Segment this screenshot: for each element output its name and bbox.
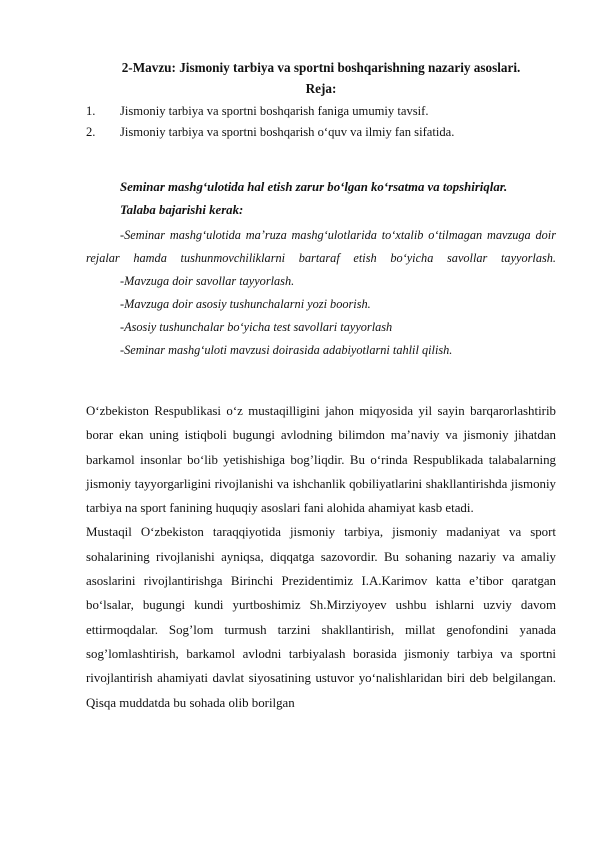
plan-heading: Reja:: [305, 81, 337, 96]
plan-item-text: Jismoniy tarbiya va sportni boshqarish o‘quv va ilmiy fan sifatida.: [120, 125, 455, 139]
seminar-heading: Seminar mashg‘ulotida hal etish zarur bo‘lgan ko‘rsatma va topshiriqlar.: [120, 180, 508, 194]
task-item: -Mavzuga doir savollar tayyorlash.: [120, 274, 295, 288]
body-paragraph: O‘zbekiston Respublikasi o‘z mustaqilligini jahon miqyosida yil sayin barqarorlashtirib borar ekan uning istiqboli bugungi avlodning bilimdon ma’naviy va jismoniy jihatdan barkamol insonlar bo‘lib yetishishiga bog’liqdir. Bu o‘rinda Respublikada talabalarning jismoniy tayyorgarligini rivojlanishi va ishchanlik qobiliyatlarini shakllantirishda jismoniy tarbiya na sport fanining huquqiy asoslari fani alohida ahamiyat kasb etadi.: [86, 404, 556, 516]
task-item: -Seminar mashg‘uloti mavzusi doirasida adabiyotlarni tahlil qilish.: [120, 343, 453, 357]
plan-item: [86, 103, 556, 120]
body-paragraph: Mustaqil O‘zbekiston taraqqiyotida jismoniy tarbiya, jismoniy madaniyat va sport sohalarining rivojlanishi ayniqsa, diqqatga sazovordir. Bu sohaning nazariy va amaliy asoslarini rivojlantirishga Birinchi Prezidentimiz I.A.Karimov katta e’tibor qaratgan bo‘lsalar, bugungi kundi yurtboshimiz Sh.Mirziyoyev ushbu ishlarni uzviy davom ettirmoqdalar. Sog’lom turmush tarzini shakllantirish, millat genofondini yanada sog’lomlashtirish, barkamol avlodni tarbiyalash borasida jismoniy tarbiya va sportni rivojlantirish ahamiyati davlat siyosatining ustuvor yo‘nalishlaridan biri deb belgilangan. Qisqa muddatda bu sohada olib borilgan: [86, 525, 556, 710]
task-item: -Mavzuga doir asosiy tushunchalarni yozi boorish.: [120, 297, 371, 311]
plan-item: [86, 124, 556, 141]
body-text: [86, 399, 556, 715]
student-heading: Talaba bajarishi kerak:: [120, 203, 244, 217]
plan-item-number: 2.: [86, 125, 96, 139]
plan-item-text: Jismoniy tarbiya va sportni boshqarish faniga umumiy tavsif.: [120, 104, 429, 118]
task-item: -Seminar mashg‘ulotida ma’ruza mashg‘ulotlarida to‘xtalib o‘tilmagan mavzuga doir rejalar hamda tushunmovchiliklarni bartaraf etish bo‘yicha savollar tayyorlash.: [86, 228, 556, 265]
task-list: [86, 224, 556, 362]
document-title: 2-Mavzu: Jismoniy tarbiya va sportni boshqarishning nazariy asoslari.: [121, 60, 521, 75]
plan-item-number: 1.: [86, 104, 96, 118]
task-item: -Asosiy tushunchalar bo‘yicha test savollari tayyorlash: [120, 320, 393, 334]
